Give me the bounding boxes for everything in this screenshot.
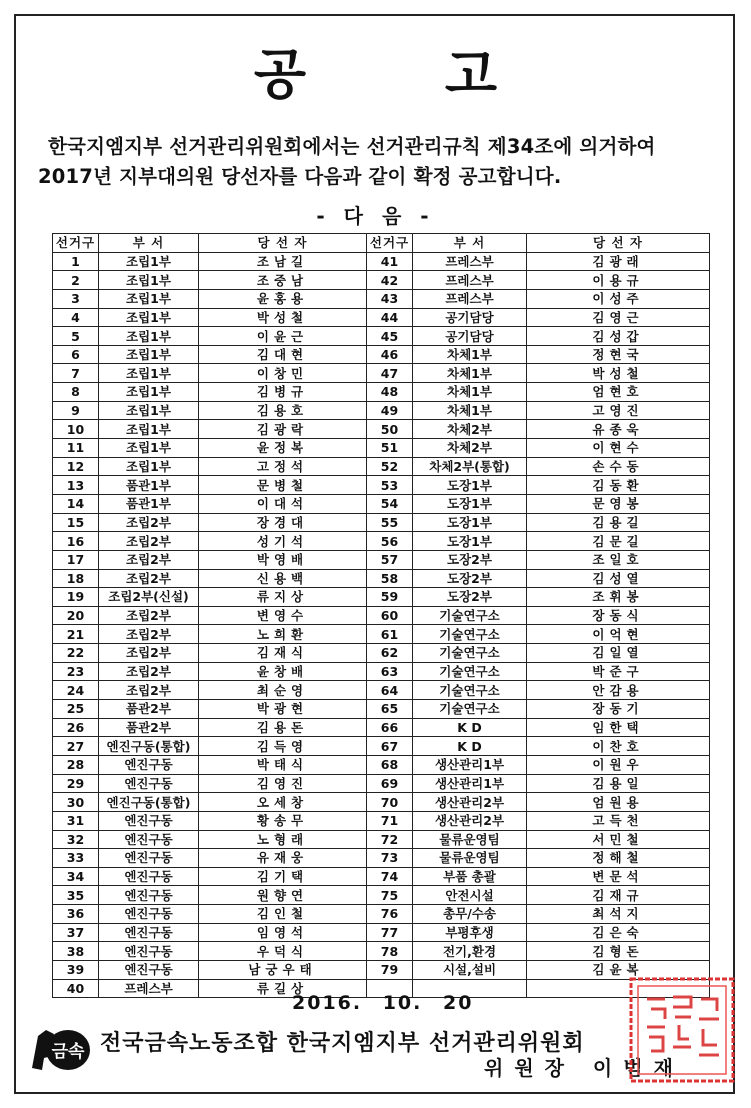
department-cell: 품관2부	[99, 700, 199, 719]
department-cell: 품관2부	[99, 718, 199, 737]
department-cell: 엔진구동	[99, 886, 199, 905]
name-cell: 고정석	[199, 457, 367, 476]
district-cell: 60	[367, 606, 413, 625]
name-cell: 이창민	[199, 364, 367, 383]
announcement-date: 2016. 10. 20	[292, 992, 474, 1014]
name-cell: 이윤근	[199, 327, 367, 346]
district-cell: 39	[53, 960, 99, 979]
table-row	[53, 644, 710, 663]
name-cell: 조일호	[527, 550, 710, 569]
district-cell: 1	[53, 252, 99, 271]
table-row	[53, 345, 710, 364]
district-cell: 2	[53, 271, 99, 290]
department-cell: 차체1부	[413, 401, 527, 420]
name-cell: 이성주	[527, 289, 710, 308]
name-cell: 윤홍용	[199, 289, 367, 308]
name-cell: 김인철	[199, 905, 367, 924]
department-cell: 차체1부	[413, 345, 527, 364]
district-cell: 69	[367, 774, 413, 793]
table-row	[53, 718, 710, 737]
department-cell: 조립1부	[99, 271, 199, 290]
table-row	[53, 513, 710, 532]
district-cell: 71	[367, 811, 413, 830]
name-cell: 김윤복	[527, 960, 710, 979]
name-cell: 최석지	[527, 905, 710, 924]
intro-paragraph	[38, 132, 728, 192]
name-cell: 신용백	[199, 569, 367, 588]
district-cell: 56	[367, 532, 413, 551]
district-cell: 32	[53, 830, 99, 849]
department-cell: 생산관리2부	[413, 793, 527, 812]
name-cell: 고영진	[527, 401, 710, 420]
department-cell: 도장1부	[413, 494, 527, 513]
name-cell: 노형래	[199, 830, 367, 849]
department-cell: 조립1부	[99, 345, 199, 364]
district-cell: 27	[53, 737, 99, 756]
department-cell: 조립1부	[99, 252, 199, 271]
table-row	[53, 271, 710, 290]
district-cell: 68	[367, 755, 413, 774]
district-cell: 52	[367, 457, 413, 476]
name-cell: 조중남	[199, 271, 367, 290]
district-cell: 75	[367, 886, 413, 905]
table-row	[53, 252, 710, 271]
department-cell: 프레스부	[99, 979, 199, 998]
department-cell: 프레스부	[413, 289, 527, 308]
table-header-row	[53, 234, 710, 253]
district-cell: 20	[53, 606, 99, 625]
district-cell: 7	[53, 364, 99, 383]
department-cell: 기술연구소	[413, 681, 527, 700]
district-cell: 33	[53, 849, 99, 868]
name-cell: 변영수	[199, 606, 367, 625]
name-cell: 이억현	[527, 625, 710, 644]
table-row	[53, 737, 710, 756]
district-cell: 40	[53, 979, 99, 998]
district-cell: 74	[367, 867, 413, 886]
department-cell: 차체1부	[413, 383, 527, 402]
name-cell: 안감용	[527, 681, 710, 700]
district-cell: 10	[53, 420, 99, 439]
district-cell: 13	[53, 476, 99, 495]
table-row	[53, 793, 710, 812]
name-cell: 김동환	[527, 476, 710, 495]
district-cell: 25	[53, 700, 99, 719]
table-row	[53, 830, 710, 849]
district-cell: 29	[53, 774, 99, 793]
district-cell: 58	[367, 569, 413, 588]
district-cell: 18	[53, 569, 99, 588]
intro-line-1: 한국지엠지부 선거관리위원회에서는 선거관리규칙 제34조에 의거하여	[48, 135, 656, 158]
department-cell: 엔진구동(통합)	[99, 793, 199, 812]
department-cell: 엔진구동	[99, 755, 199, 774]
name-cell: 노희환	[199, 625, 367, 644]
district-cell: 36	[53, 905, 99, 924]
table-row	[53, 755, 710, 774]
district-cell: 21	[53, 625, 99, 644]
district-cell: 3	[53, 289, 99, 308]
department-cell: 총무/수송	[413, 905, 527, 924]
district-cell: 5	[53, 327, 99, 346]
table-row	[53, 364, 710, 383]
department-cell: K D	[413, 737, 527, 756]
district-cell: 6	[53, 345, 99, 364]
department-cell: 조립2부	[99, 606, 199, 625]
district-cell: 45	[367, 327, 413, 346]
name-cell: 정해철	[527, 849, 710, 868]
district-cell: 54	[367, 494, 413, 513]
name-cell: 장경대	[199, 513, 367, 532]
district-cell: 35	[53, 886, 99, 905]
table-row	[53, 811, 710, 830]
table-row	[53, 289, 710, 308]
district-cell: 62	[367, 644, 413, 663]
official-seal	[627, 975, 737, 1085]
department-cell: 도장2부	[413, 550, 527, 569]
table-row	[53, 886, 710, 905]
name-cell: 서민철	[527, 830, 710, 849]
table-row	[53, 606, 710, 625]
department-cell: 도장1부	[413, 476, 527, 495]
department-cell: 엔진구동	[99, 867, 199, 886]
table-row	[53, 383, 710, 402]
department-cell: 조립1부	[99, 289, 199, 308]
name-cell: 황송무	[199, 811, 367, 830]
district-cell: 14	[53, 494, 99, 513]
district-cell: 46	[367, 345, 413, 364]
name-cell: 고득천	[527, 811, 710, 830]
department-cell: 생산관리1부	[413, 774, 527, 793]
name-cell: 류길상	[199, 979, 367, 998]
district-cell: 61	[367, 625, 413, 644]
department-cell: 조립2부	[99, 569, 199, 588]
table-row	[53, 439, 710, 458]
name-cell: 오세창	[199, 793, 367, 812]
department-cell: 차체2부	[413, 420, 527, 439]
header-department-left: 부 서	[99, 234, 199, 253]
table-row	[53, 625, 710, 644]
department-cell: 조립2부	[99, 625, 199, 644]
name-cell: 최순영	[199, 681, 367, 700]
name-cell: 이찬호	[527, 737, 710, 756]
district-cell: 26	[53, 718, 99, 737]
district-cell: 51	[367, 439, 413, 458]
department-cell: 엔진구동	[99, 960, 199, 979]
department-cell: 엔진구동	[99, 811, 199, 830]
name-cell: 문병철	[199, 476, 367, 495]
department-cell: 도장1부	[413, 513, 527, 532]
district-cell: 12	[53, 457, 99, 476]
department-cell: 조립2부	[99, 550, 199, 569]
district-cell: 63	[367, 662, 413, 681]
name-cell: 임영석	[199, 923, 367, 942]
district-cell: 15	[53, 513, 99, 532]
name-cell: 이용규	[527, 271, 710, 290]
department-cell: 엔진구동	[99, 923, 199, 942]
district-cell: 4	[53, 308, 99, 327]
name-cell: 박성철	[199, 308, 367, 327]
department-cell: 조립1부	[99, 401, 199, 420]
department-cell: 엔진구동	[99, 942, 199, 961]
department-cell: 부평후생	[413, 923, 527, 942]
department-cell: 물류운영팀	[413, 830, 527, 849]
name-cell: 조남길	[199, 252, 367, 271]
name-cell: 윤정복	[199, 439, 367, 458]
table-row	[53, 308, 710, 327]
district-cell: 24	[53, 681, 99, 700]
name-cell: 임한택	[527, 718, 710, 737]
table-row	[53, 457, 710, 476]
department-cell: 조립2부(신설)	[99, 588, 199, 607]
header-department-right: 부 서	[413, 234, 527, 253]
district-cell: 72	[367, 830, 413, 849]
district-cell: 57	[367, 550, 413, 569]
district-cell: 70	[367, 793, 413, 812]
department-cell: 차체2부	[413, 439, 527, 458]
table-row	[53, 700, 710, 719]
table-row	[53, 420, 710, 439]
header-elected-right: 당 선 자	[527, 234, 710, 253]
district-cell: 66	[367, 718, 413, 737]
district-cell: 43	[367, 289, 413, 308]
name-cell: 김영근	[527, 308, 710, 327]
department-cell: 조립1부	[99, 420, 199, 439]
department-cell: 조립2부	[99, 532, 199, 551]
name-cell: 김대현	[199, 345, 367, 364]
name-cell: 유종욱	[527, 420, 710, 439]
name-cell: 박성철	[527, 364, 710, 383]
department-cell: 엔진구동	[99, 830, 199, 849]
header-elected-left: 당 선 자	[199, 234, 367, 253]
department-cell: 부품 총괄	[413, 867, 527, 886]
department-cell: 기술연구소	[413, 662, 527, 681]
union-logo	[24, 1022, 92, 1078]
table-row	[53, 494, 710, 513]
department-cell: 조립2부	[99, 513, 199, 532]
department-cell: 조립2부	[99, 644, 199, 663]
table-row	[53, 662, 710, 681]
district-cell: 65	[367, 700, 413, 719]
name-cell: 박준구	[527, 662, 710, 681]
name-cell: 김성열	[527, 569, 710, 588]
department-cell: 조립1부	[99, 308, 199, 327]
name-cell: 이현수	[527, 439, 710, 458]
name-cell: 이원우	[527, 755, 710, 774]
name-cell: 박영배	[199, 550, 367, 569]
name-cell: 김용일	[527, 774, 710, 793]
district-cell: 8	[53, 383, 99, 402]
table-row	[53, 905, 710, 924]
district-cell: 38	[53, 942, 99, 961]
name-cell: 김용돈	[199, 718, 367, 737]
name-cell: 김문길	[527, 532, 710, 551]
district-cell: 17	[53, 550, 99, 569]
department-cell: 품관1부	[99, 476, 199, 495]
table-row	[53, 476, 710, 495]
district-cell: 28	[53, 755, 99, 774]
table-row	[53, 532, 710, 551]
name-cell: 김은숙	[527, 923, 710, 942]
table-row	[53, 681, 710, 700]
name-cell: 박광현	[199, 700, 367, 719]
table-row	[53, 960, 710, 979]
header-district-right: 선거구	[367, 234, 413, 253]
department-cell: 조립1부	[99, 327, 199, 346]
department-cell: 엔진구동(통합)	[99, 737, 199, 756]
district-cell: 41	[367, 252, 413, 271]
name-cell: 김광락	[199, 420, 367, 439]
table-row	[53, 327, 710, 346]
department-cell: K D	[413, 718, 527, 737]
department-cell: 도장2부	[413, 588, 527, 607]
name-cell: 장동식	[527, 606, 710, 625]
name-cell: 김득영	[199, 737, 367, 756]
name-cell: 엄원용	[527, 793, 710, 812]
table-row	[53, 774, 710, 793]
intro-line-2: 2017년 지부대의원 당선자를 다음과 같이 확정 공고합니다.	[38, 165, 562, 188]
table-row	[53, 867, 710, 886]
district-cell: 59	[367, 588, 413, 607]
district-cell: 31	[53, 811, 99, 830]
table-row	[53, 942, 710, 961]
department-cell: 차체2부(통합)	[413, 457, 527, 476]
header-district-left: 선거구	[53, 234, 99, 253]
name-cell: 김일열	[527, 644, 710, 663]
district-cell: 67	[367, 737, 413, 756]
district-cell: 64	[367, 681, 413, 700]
department-cell: 공기담당	[413, 327, 527, 346]
table-row	[53, 849, 710, 868]
name-cell: 김형돈	[527, 942, 710, 961]
district-cell: 77	[367, 923, 413, 942]
department-cell: 안전시설	[413, 886, 527, 905]
department-cell: 공기담당	[413, 308, 527, 327]
department-cell: 프레스부	[413, 271, 527, 290]
department-cell: 물류운영팀	[413, 849, 527, 868]
name-cell: 변문석	[527, 867, 710, 886]
table-row	[53, 588, 710, 607]
district-cell: 78	[367, 942, 413, 961]
district-cell: 19	[53, 588, 99, 607]
organization-name: 전국금속노동조합 한국지엠지부 선거관리위원회	[100, 1031, 585, 1056]
district-cell: 53	[367, 476, 413, 495]
district-cell: 55	[367, 513, 413, 532]
name-cell: 원향연	[199, 886, 367, 905]
name-cell: 우덕식	[199, 942, 367, 961]
district-cell: 37	[53, 923, 99, 942]
table-row	[53, 550, 710, 569]
department-cell: 프레스부	[413, 252, 527, 271]
district-cell: 42	[367, 271, 413, 290]
district-cell: 50	[367, 420, 413, 439]
district-cell: 76	[367, 905, 413, 924]
district-cell: 16	[53, 532, 99, 551]
department-cell: 조립1부	[99, 383, 199, 402]
department-cell: 기술연구소	[413, 700, 527, 719]
table-row	[53, 401, 710, 420]
name-cell: 김용호	[199, 401, 367, 420]
district-cell: 79	[367, 960, 413, 979]
department-cell: 조립2부	[99, 662, 199, 681]
department-cell: 기술연구소	[413, 644, 527, 663]
name-cell: 정현국	[527, 345, 710, 364]
name-cell: 김영진	[199, 774, 367, 793]
name-cell: 남궁우태	[199, 960, 367, 979]
name-cell: 김재식	[199, 644, 367, 663]
district-cell: 30	[53, 793, 99, 812]
table-row	[53, 923, 710, 942]
department-cell: 도장2부	[413, 569, 527, 588]
name-cell: 김기택	[199, 867, 367, 886]
district-cell: 23	[53, 662, 99, 681]
name-cell: 류지상	[199, 588, 367, 607]
district-cell: 49	[367, 401, 413, 420]
name-cell: 조휘봉	[527, 588, 710, 607]
department-cell: 조립2부	[99, 681, 199, 700]
department-cell: 기술연구소	[413, 606, 527, 625]
name-cell: 성기석	[199, 532, 367, 551]
subheading: - 다 음 -	[316, 204, 435, 228]
table-row	[53, 569, 710, 588]
department-cell: 엔진구동	[99, 849, 199, 868]
department-cell: 조립1부	[99, 439, 199, 458]
district-cell: 34	[53, 867, 99, 886]
elected-delegates-table	[52, 233, 710, 998]
district-cell: 11	[53, 439, 99, 458]
department-cell: 차체1부	[413, 364, 527, 383]
name-cell: 이대석	[199, 494, 367, 513]
name-cell: 윤창배	[199, 662, 367, 681]
district-cell: 44	[367, 308, 413, 327]
district-cell: 47	[367, 364, 413, 383]
department-cell: 엔진구동	[99, 905, 199, 924]
department-cell: 도장1부	[413, 532, 527, 551]
department-cell: 기술연구소	[413, 625, 527, 644]
department-cell: 엔진구동	[99, 774, 199, 793]
department-cell: 전기,환경	[413, 942, 527, 961]
department-cell: 생산관리2부	[413, 811, 527, 830]
district-cell: 9	[53, 401, 99, 420]
logo-text: 금속	[51, 1042, 85, 1062]
signatory: 위원장 이범재	[484, 1056, 684, 1080]
department-cell: 품관1부	[99, 494, 199, 513]
name-cell: 장동기	[527, 700, 710, 719]
district-cell: 73	[367, 849, 413, 868]
name-cell: 박태식	[199, 755, 367, 774]
department-cell: 시설,설비	[413, 960, 527, 979]
name-cell: 문영봉	[527, 494, 710, 513]
district-cell: 22	[53, 644, 99, 663]
name-cell: 김광래	[527, 252, 710, 271]
name-cell: 김용길	[527, 513, 710, 532]
page-title: 공 고	[253, 43, 558, 106]
department-cell: 조립1부	[99, 457, 199, 476]
department-cell: 조립1부	[99, 364, 199, 383]
department-cell: 생산관리1부	[413, 755, 527, 774]
name-cell: 김재규	[527, 886, 710, 905]
name-cell: 김병규	[199, 383, 367, 402]
name-cell: 엄현호	[527, 383, 710, 402]
name-cell: 유재웅	[199, 849, 367, 868]
name-cell: 김성갑	[527, 327, 710, 346]
district-cell: 48	[367, 383, 413, 402]
name-cell: 손수동	[527, 457, 710, 476]
